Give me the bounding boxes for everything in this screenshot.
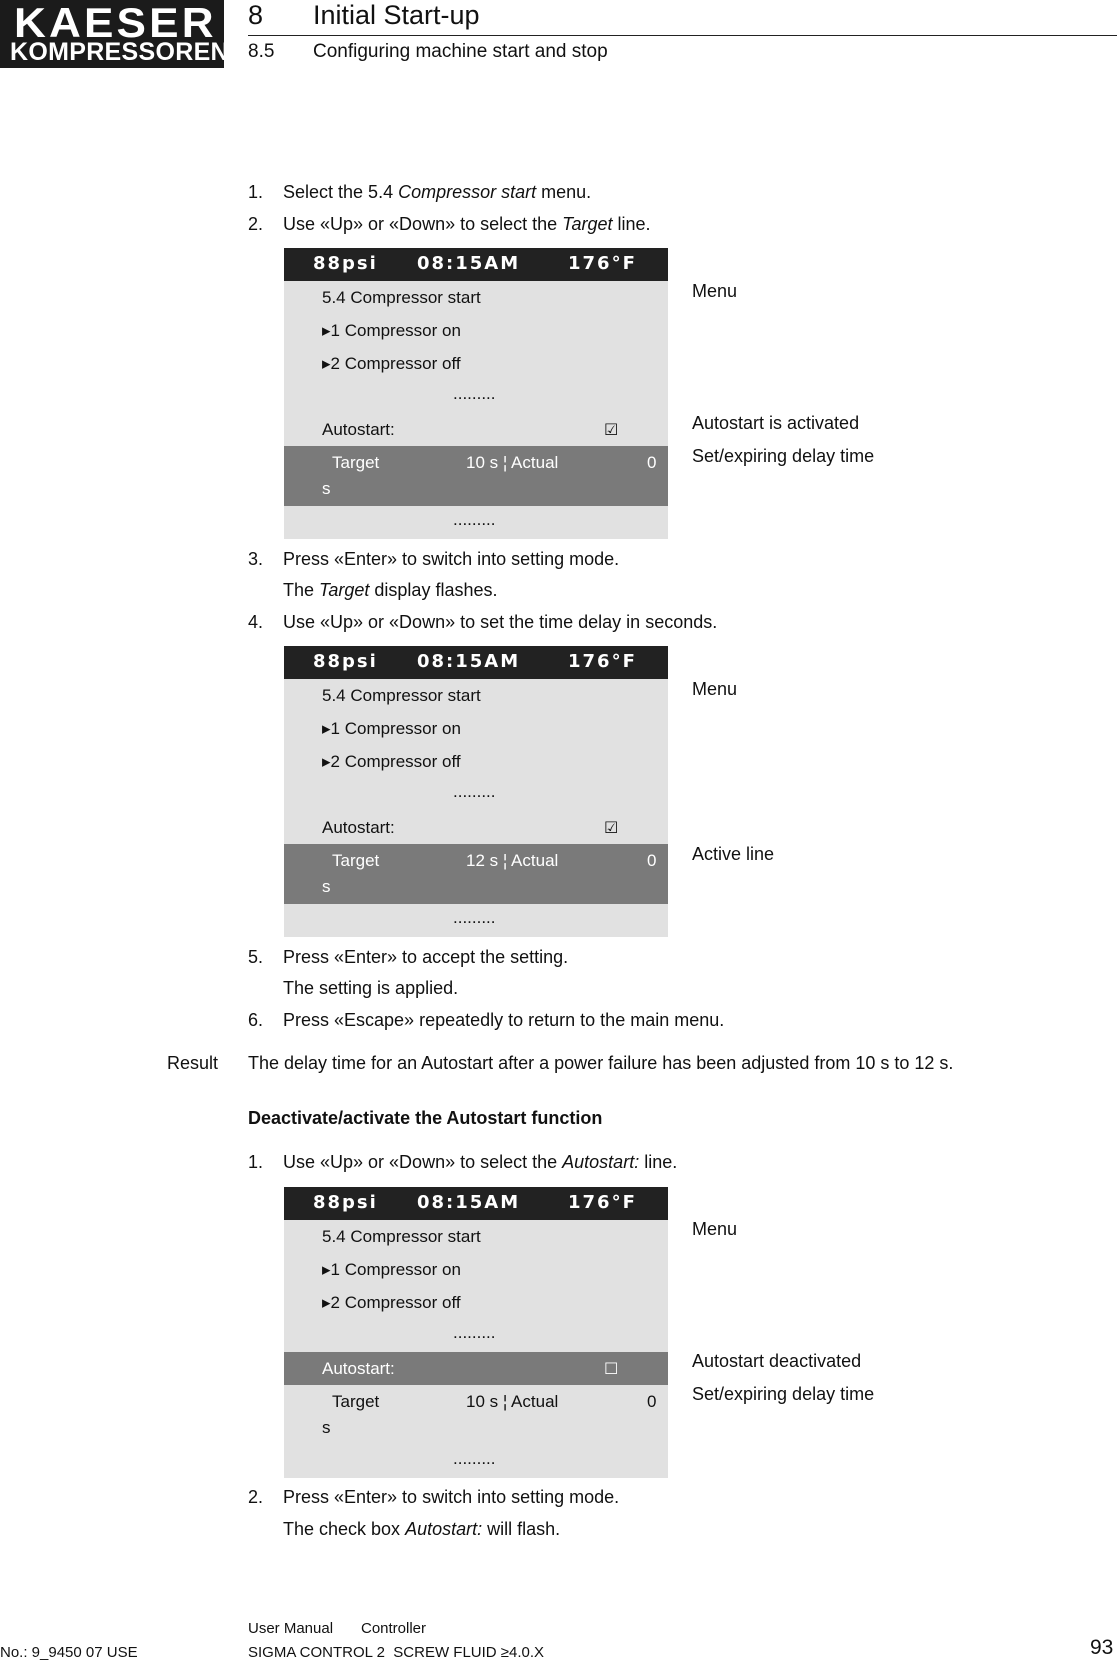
- menu-item-compressor-off: [284, 1286, 668, 1319]
- ellipsis-row: [284, 1445, 668, 1478]
- target-value: 12 s ¦ Actual: [466, 851, 559, 870]
- menu-item-label: ▸2 Compressor off: [322, 1293, 461, 1312]
- step-note: [283, 1518, 560, 1540]
- step-text-part: Select the 5.4: [283, 182, 399, 202]
- logo-line2: KOMPRESSOREN: [10, 38, 229, 66]
- note-target: Set/expiring delay time: [692, 446, 875, 466]
- step-text-part: menu.: [536, 182, 592, 202]
- step-text-part: line.: [639, 1152, 678, 1172]
- note-menu: Menu: [692, 679, 738, 699]
- result-text: The delay time for an Autostart after a power failure has been adjusted from 10 s to 12 s.: [248, 1053, 954, 1073]
- note-autostart: Autostart deactivated: [692, 1351, 862, 1371]
- step-note: [283, 579, 497, 601]
- section-title: Configuring machine start and stop: [313, 41, 608, 62]
- kaeser-logo: [0, 0, 229, 68]
- step-text-italic: Autostart:: [405, 1519, 483, 1539]
- step-text-italic: Autostart:: [562, 1152, 640, 1172]
- target-label: Target: [332, 1392, 380, 1411]
- footer-product: SIGMA CONTROL 2 SCREW FLUID ≥4.0.X: [248, 1644, 545, 1661]
- step-text-italic: Compressor start: [398, 182, 537, 202]
- step-number: 6.: [248, 1010, 264, 1030]
- note-target: Set/expiring delay time: [692, 1384, 875, 1404]
- time-readout: 08:15AM: [417, 253, 521, 274]
- step-text-part: The: [283, 580, 320, 600]
- step-text-part: will flash.: [482, 1519, 561, 1539]
- target-label: Target: [332, 851, 380, 870]
- menu-title-row: [284, 281, 668, 314]
- header-rule: [248, 35, 1117, 36]
- step-text: Press «Enter» to switch into setting mode.: [283, 549, 620, 569]
- display-status-bar: [284, 1187, 668, 1220]
- menu-item-compressor-on: [284, 712, 668, 745]
- menu-title: 5.4 Compressor start: [322, 288, 481, 307]
- note-menu: Menu: [692, 1219, 738, 1239]
- ellipsis: .........: [453, 384, 496, 403]
- step-text-italic: Target: [319, 580, 370, 600]
- step-text-italic: Target: [562, 214, 613, 234]
- step-number: 2.: [248, 1487, 264, 1507]
- menu-title: 5.4 Compressor start: [322, 686, 481, 705]
- footer-controller: Controller: [361, 1620, 427, 1637]
- autostart-label: Autostart:: [322, 818, 395, 837]
- autostart-row: [284, 413, 668, 446]
- checkbox-checked-icon: ☑: [604, 818, 619, 837]
- autostart-row: [284, 1352, 668, 1385]
- step-number: 5.: [248, 947, 264, 967]
- step-text-part: display flashes.: [369, 580, 498, 600]
- checkbox-checked-icon: ☑: [604, 420, 619, 439]
- menu-item-label: ▸1 Compressor on: [322, 1260, 461, 1279]
- step-text: [283, 1151, 677, 1173]
- menu-title-row: [284, 1220, 668, 1253]
- step-text-part: Use «Up» or «Down» to select the: [283, 1152, 563, 1172]
- target-row: [284, 446, 668, 506]
- target-actual: 0: [647, 1392, 657, 1411]
- time-readout: 08:15AM: [417, 1192, 521, 1213]
- target-row: [284, 1385, 668, 1445]
- step-number: 1.: [248, 182, 264, 202]
- ellipsis: .........: [453, 510, 496, 529]
- ellipsis: .........: [453, 782, 496, 801]
- pressure-readout: 88psi: [313, 1192, 378, 1213]
- menu-title-row: [284, 679, 668, 712]
- autostart-row: [284, 811, 668, 844]
- target-actual: 0: [647, 851, 657, 870]
- step-number: 1.: [248, 1152, 264, 1172]
- ellipsis: .........: [453, 1449, 496, 1468]
- menu-item-label: ▸1 Compressor on: [322, 321, 461, 340]
- autostart-label: Autostart:: [322, 420, 395, 439]
- step-number: 4.: [248, 612, 264, 632]
- result-label: Result: [167, 1053, 219, 1073]
- menu-item-compressor-on: [284, 1253, 668, 1286]
- footer-manual: User Manual: [248, 1620, 334, 1637]
- autostart-label: Autostart:: [322, 1359, 395, 1378]
- controller-display: [284, 248, 668, 539]
- step-text-part: Use «Up» or «Down» to select the: [283, 214, 563, 234]
- chapter-number: 8: [248, 0, 264, 30]
- checkbox-unchecked-icon: ☐: [604, 1359, 619, 1378]
- temperature-readout: 176°F: [568, 1192, 637, 1213]
- controller-display: [284, 646, 668, 937]
- menu-item-label: ▸2 Compressor off: [322, 354, 461, 373]
- logo-line1: KAESER: [14, 0, 217, 46]
- display-status-bar: [284, 646, 668, 679]
- step-number: 2.: [248, 214, 264, 234]
- step-text-part: The check box: [283, 1519, 406, 1539]
- menu-item-label: ▸2 Compressor off: [322, 752, 461, 771]
- pressure-readout: 88psi: [313, 253, 378, 274]
- controller-display: [284, 1187, 668, 1478]
- step-number: 3.: [248, 549, 264, 569]
- pressure-readout: 88psi: [313, 651, 378, 672]
- step-text: Press «Enter» to accept the setting.: [283, 947, 569, 967]
- target-unit: s: [322, 479, 331, 498]
- temperature-readout: 176°F: [568, 651, 637, 672]
- temperature-readout: 176°F: [568, 253, 637, 274]
- menu-item-compressor-on: [284, 314, 668, 347]
- ellipsis-row: [284, 904, 668, 937]
- note-active-line: Active line: [692, 844, 775, 864]
- subsection-heading: Deactivate/activate the Autostart function: [248, 1108, 603, 1128]
- target-actual: 0: [647, 453, 657, 472]
- target-row: [284, 844, 668, 904]
- step-text: [283, 213, 651, 235]
- ellipsis-row: [284, 380, 668, 413]
- note-autostart: Autostart is activated: [692, 413, 860, 433]
- ellipsis: .........: [453, 908, 496, 927]
- menu-item-label: ▸1 Compressor on: [322, 719, 461, 738]
- menu-item-compressor-off: [284, 745, 668, 778]
- target-value: 10 s ¦ Actual: [466, 453, 559, 472]
- section-number: 8.5: [248, 41, 275, 62]
- target-unit: s: [322, 1418, 331, 1437]
- step-note: The setting is applied.: [283, 978, 459, 998]
- target-label: Target: [332, 453, 380, 472]
- ellipsis: .........: [453, 1323, 496, 1342]
- step-text: Press «Enter» to switch into setting mode.: [283, 1487, 620, 1507]
- note-menu: Menu: [692, 281, 738, 301]
- display-status-bar: [284, 248, 668, 281]
- menu-title: 5.4 Compressor start: [322, 1227, 481, 1246]
- page-number: 93: [1090, 1636, 1114, 1659]
- ellipsis-row: [284, 506, 668, 539]
- ellipsis-row: [284, 1319, 668, 1352]
- target-unit: s: [322, 877, 331, 896]
- chapter-title: Initial Start-up: [313, 0, 480, 30]
- menu-item-compressor-off: [284, 347, 668, 380]
- time-readout: 08:15AM: [417, 651, 521, 672]
- step-text: Press «Escape» repeatedly to return to the main menu.: [283, 1010, 725, 1030]
- ellipsis-row: [284, 778, 668, 811]
- step-text: Use «Up» or «Down» to set the time delay in seconds.: [283, 612, 718, 632]
- footer-doc-number: No.: 9_9450 07 USE: [0, 1644, 138, 1661]
- target-value: 10 s ¦ Actual: [466, 1392, 559, 1411]
- step-text-part: line.: [612, 214, 651, 234]
- step-text: [283, 181, 591, 203]
